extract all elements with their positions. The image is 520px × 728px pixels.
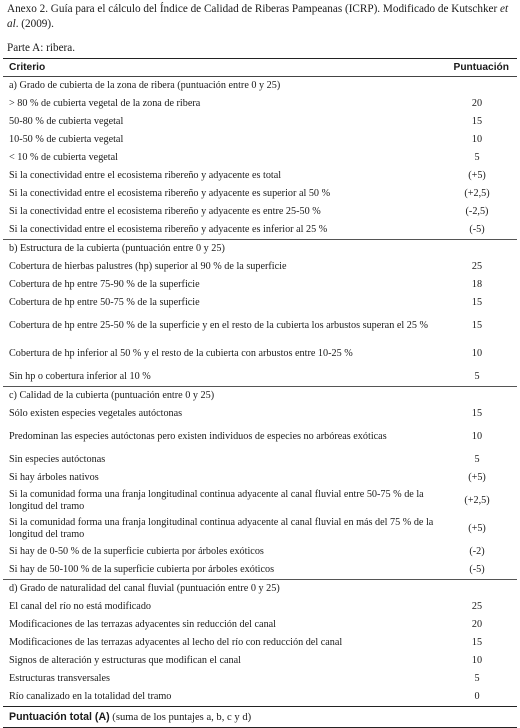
table-row: [3, 616, 517, 634]
section-heading-text: d) Grado de naturalidad del canal fluvial (puntuación entre 0 y 25): [9, 583, 280, 594]
section-d: [3, 580, 517, 706]
score-value: 10: [471, 134, 483, 145]
table-row: [3, 95, 517, 113]
table-row: [3, 203, 517, 221]
score-value: (-5): [469, 564, 485, 575]
header-puntuacion: Puntuación: [453, 62, 509, 73]
score-value: 10: [471, 348, 483, 359]
table-row: [3, 131, 517, 149]
score-value: 5: [474, 371, 480, 382]
criterion-text: Sin hp o cobertura inferior al 10 %: [9, 371, 151, 382]
score-value: 15: [471, 297, 483, 308]
criterion-text: Modificaciones de las terrazas adyacentes sin reducción del canal: [9, 619, 277, 630]
table-row: [3, 487, 517, 515]
score-value: 25: [471, 601, 483, 612]
score-value: (+2,5): [464, 495, 490, 506]
table-row: [3, 167, 517, 185]
table-row: [3, 688, 517, 706]
caption-tail: . (2009).: [15, 18, 54, 30]
table-row: [3, 670, 517, 688]
score-value: 15: [471, 408, 483, 419]
criterion-text: Si la conectividad entre el ecosistema ribereño y adyacente es inferior al 25 %: [9, 224, 328, 235]
criterion-text: Si la comunidad forma una franja longitudinal continua adyacente al canal fluvial en más del 75 % de la longitud del tramo: [9, 517, 434, 540]
criteria-table: [3, 58, 517, 728]
criterion-text: Si la conectividad entre el ecosistema ribereño y adyacente es total: [9, 170, 282, 181]
criterion-text: Cobertura de hp entre 75-90 % de la superficie: [9, 279, 200, 290]
table-row: [3, 469, 517, 487]
score-value: 5: [474, 152, 480, 163]
score-value: (+5): [468, 472, 486, 483]
criterion-text: > 80 % de cubierta vegetal de la zona de ribera: [9, 98, 201, 109]
table-row: [3, 405, 517, 423]
table-row: [3, 312, 517, 340]
criterion-text: Sin especies autóctonas: [9, 454, 106, 465]
criterion-text: Río canalizado en la totalidad del tramo: [9, 691, 172, 702]
criterion-text: Signos de alteración y estructuras que modifican el canal: [9, 655, 241, 666]
section-c: [3, 387, 517, 580]
score-value: (+2,5): [464, 188, 490, 199]
score-value: 0: [474, 691, 480, 702]
score-value: 15: [471, 320, 483, 331]
table-row: [3, 451, 517, 469]
criterion-text: Si hay árboles nativos: [9, 472, 99, 483]
table-row: [3, 368, 517, 386]
score-value: 20: [471, 98, 483, 109]
table-row: [3, 634, 517, 652]
table-caption: [7, 2, 515, 32]
score-value: 20: [471, 619, 483, 630]
criterion-text: < 10 % de cubierta vegetal: [9, 152, 118, 163]
section-heading-text: c) Calidad de la cubierta (puntuación entre 0 y 25): [9, 390, 215, 401]
table-header: [3, 59, 517, 77]
score-value: 15: [471, 116, 483, 127]
section-heading: [3, 77, 517, 95]
header-criterio: Criterio: [9, 62, 46, 73]
table-row: [3, 543, 517, 561]
criterion-text: Cobertura de hp entre 25-50 % de la superficie y en el resto de la cubierta los arbustos superan el 25 %: [9, 320, 428, 331]
part-label: Parte A: ribera.: [7, 42, 76, 54]
table-body: [3, 77, 517, 706]
section-heading: [3, 580, 517, 598]
criterion-text: Si hay de 0-50 % de la superficie cubierta por árboles exóticos: [9, 546, 264, 557]
score-value: 10: [471, 431, 483, 442]
criterion-text: Sólo existen especies vegetales autóctonas: [9, 408, 183, 419]
score-value: (-2): [469, 546, 485, 557]
criterion-text: Si hay de 50-100 % de la superficie cubierta por árboles exóticos: [9, 564, 275, 575]
table-row: [3, 598, 517, 616]
caption-lead: Anexo 2. Guía para el cálculo del Índice de Calidad de Riberas Pampeanas (ICRP). Modificado de Kutschker: [7, 3, 501, 15]
criterion-text: Predominan las especies autóctonas pero existen individuos de especies no arbóreas exóticas: [9, 431, 387, 442]
criterion-text: Cobertura de hp entre 50-75 % de la superficie: [9, 297, 200, 308]
table-row: [3, 149, 517, 167]
table-row: [3, 561, 517, 579]
table-row: [3, 423, 517, 451]
total-label: Puntuación total (A): [9, 711, 110, 723]
score-value: 25: [471, 261, 483, 272]
criterion-text: 50-80 % de cubierta vegetal: [9, 116, 124, 127]
criterion-text: Modificaciones de las terrazas adyacentes al lecho del río con reducción del canal: [9, 637, 343, 648]
table-row: [3, 185, 517, 203]
criterion-text: El canal del río no está modificado: [9, 601, 152, 612]
score-value: (+5): [468, 523, 486, 534]
section-heading-text: b) Estructura de la cubierta (puntuación entre 0 y 25): [9, 243, 225, 254]
table-row: [3, 652, 517, 670]
criterion-text: Estructuras transversales: [9, 673, 110, 684]
score-value: 15: [471, 637, 483, 648]
criterion-text: Cobertura de hierbas palustres (hp) superior al 90 % de la superficie: [9, 261, 287, 272]
score-value: 5: [474, 454, 480, 465]
score-value: 18: [471, 279, 483, 290]
criterion-text: Si la conectividad entre el ecosistema ribereño y adyacente es entre 25-50 %: [9, 206, 321, 217]
criterion-text: Si la conectividad entre el ecosistema ribereño y adyacente es superior al 50 %: [9, 188, 331, 199]
section-heading-text: a) Grado de cubierta de la zona de ribera (puntuación entre 0 y 25): [9, 80, 281, 91]
total-row: [3, 706, 517, 728]
section-b: [3, 240, 517, 387]
score-value: (-2,5): [465, 206, 489, 217]
table-row: [3, 258, 517, 276]
table-row: [3, 340, 517, 368]
table-row: [3, 221, 517, 239]
criterion-text: Si la comunidad forma una franja longitudinal continua adyacente al canal fluvial entre 50-75 % de la longitud del tramo: [9, 489, 424, 512]
section-heading: [3, 387, 517, 405]
table-row: [3, 113, 517, 131]
table-row: [3, 515, 517, 543]
table-row: [3, 294, 517, 312]
caption-etal: et al: [7, 3, 509, 30]
total-note: (suma de los puntajes a, b, c y d): [109, 712, 252, 723]
section-a: [3, 77, 517, 240]
score-value: (-5): [469, 224, 485, 235]
table-row: [3, 276, 517, 294]
criterion-text: 10-50 % de cubierta vegetal: [9, 134, 124, 145]
score-value: 5: [474, 673, 480, 684]
score-value: 10: [471, 655, 483, 666]
score-value: (+5): [468, 170, 486, 181]
section-heading: [3, 240, 517, 258]
criterion-text: Cobertura de hp inferior al 50 % y el resto de la cubierta con arbustos entre 10-25 %: [9, 348, 353, 359]
